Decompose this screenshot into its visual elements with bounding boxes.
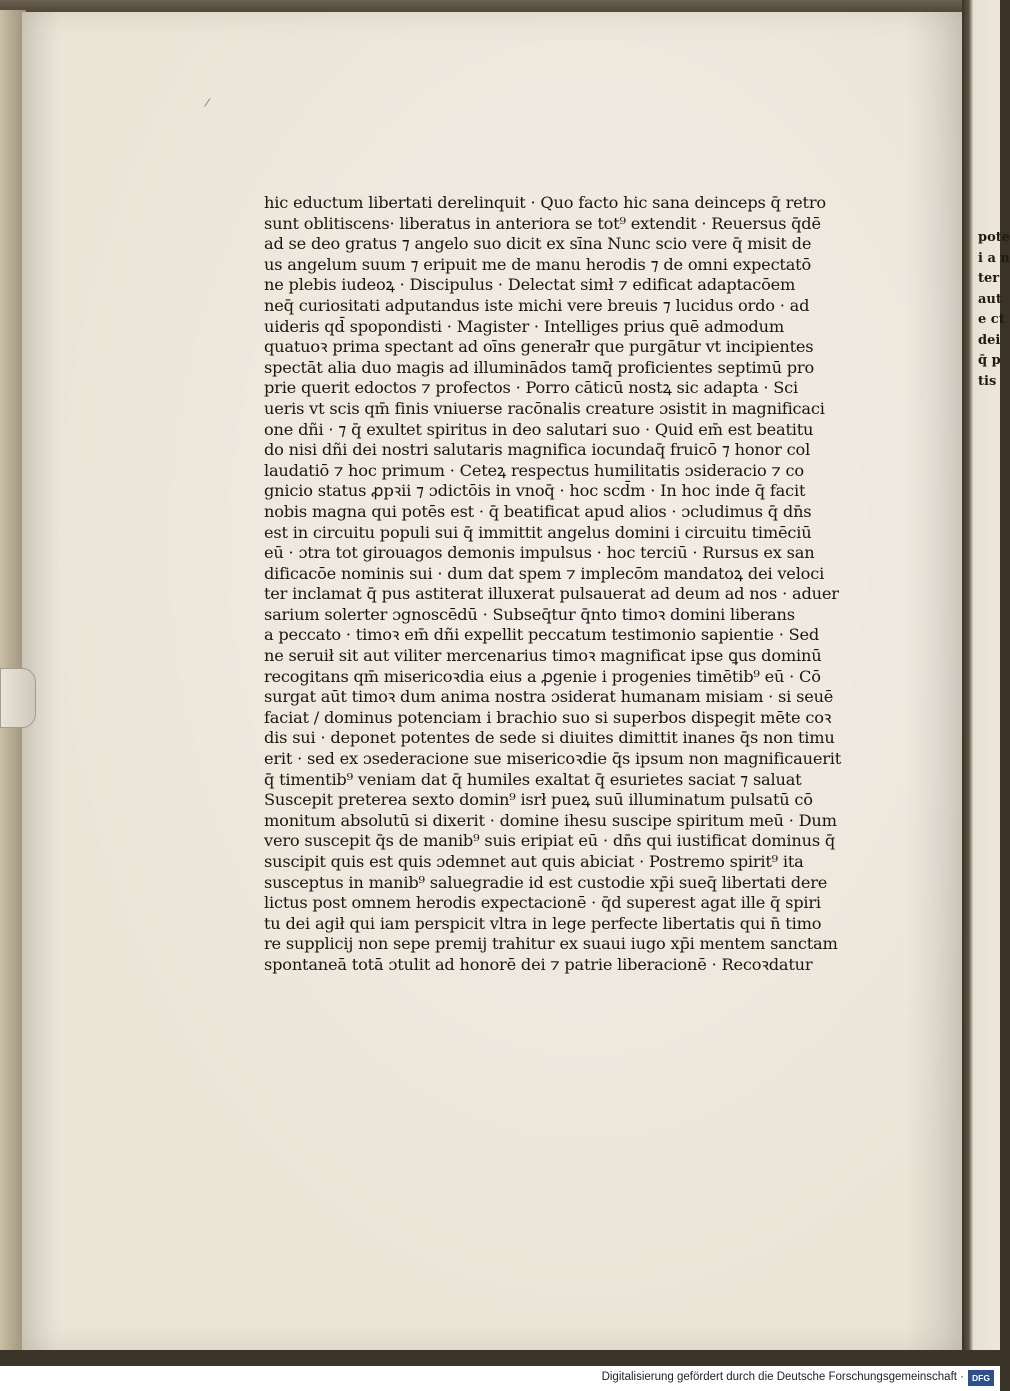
facing-page-text (978, 228, 1010, 392)
text-line: dis sui · deponet potentes de sede si diuites dimittit inanes q̄s non timu (264, 728, 835, 748)
text-line: erit · sed ex ɔsederacione sue misericoꝛdie q̄s ipsum non magnificauerit (264, 749, 842, 769)
text-line: gnicio status ꝓpꝛii ⁊ ɔdictōis in vnoq̄ · hoc scd̄m · In hoc inde q̄ facit (264, 481, 806, 501)
text-line: nobis magna qui potēs est · q̄ beatificat apud alios · ɔcludimus q̄ dn̄s (264, 501, 812, 521)
text-line: ad se deo gratus ⁊ angelo suo dicit ex sīna Nunc scio vere q̄ misit de (264, 234, 812, 254)
page-mark: / (203, 95, 211, 112)
text-line: est in circuitu populi sui q̄ immittit angelus domini i circuitu timēciū (264, 522, 812, 542)
text-line: ne plebis iudeoꝝ · Discipulus · Delectat simł ⁊ edificat adaptacōem (264, 275, 796, 295)
text-line: hic eductum libertati derelinquit · Quo facto hic sana deinceps q̄ retro (264, 193, 826, 212)
facing-page-edge (962, 0, 1010, 1350)
printed-text-block (264, 193, 848, 976)
text-line: ueris vt scis qm̄ finis vniuerse racōnalis creature ɔsistit in magnificaci (264, 398, 825, 418)
text-line: uideris qd̄ spopondisti · Magister · Intelliges prius quē admodum (264, 316, 784, 336)
text-line: us angelum suum ⁊ eripuit me de manu herodis ⁊ de omni expectatō (264, 254, 812, 274)
text-line: susceptus in manib⁹ saluegradie id est custodie xp̄i sueq̄ libertati dere (264, 872, 828, 892)
page-clip (0, 668, 36, 728)
text-line: a peccato · timoꝛ em̄ dñi expellit peccatum testimonio sapientie · Sed (264, 625, 820, 645)
text-line: quatuoꝛ prima spectant ad oīns generał̄r que purgātur vt incipientes (264, 337, 814, 357)
text-line: re supplicij non sepe premij trahitur ex suaui iugo xp̄i mentem sanctam (264, 934, 838, 954)
facing-text-fragment: e ct (978, 312, 1005, 327)
text-line: one dñi · ⁊ q̄ exultet spiritus in deo salutari suo · Quid em̄ est beatitu (264, 419, 814, 439)
digitization-footer (0, 1366, 1000, 1391)
footer-credit: Digitalisierung gefördert durch die Deutsche Forschungsgemeinschaft · (601, 1371, 964, 1383)
facing-text-fragment: q̄ p (978, 353, 1001, 368)
text-line: do nisi dñi dei nostri salutaris magnifica iocundaq̄ fruicō ⁊ honor col (264, 440, 811, 460)
facing-text-fragment: ter (978, 271, 1000, 286)
text-line: faciat / dominus potenciam i brachio suo si superbos dispegit mēte coꝛ (264, 707, 832, 727)
text-line: lictus post omnem herodis expectacionē · q̄d superest agat ille q̄ spiri (264, 893, 821, 913)
facing-text-fragment: dei (978, 332, 1001, 348)
text-line: suscipit quis est quis ɔdemnet aut quis abiciat · Postremo spirit⁹ ita (264, 852, 804, 871)
text-line: eū · ɔtra tot girouagos demonis impulsus · hoc terciū · Rursus ex san (264, 543, 815, 563)
text-line: surgat aūt timoꝛ dum anima nostra ɔsiderat humanam misiam · si seuē (264, 687, 834, 707)
text-line: spontaneā totā ɔtulit ad honorē dei ⁊ patrie liberacionē · Recoꝛdatur (264, 954, 813, 974)
text-line: laudatiō ⁊ hoc primum · Ceteꝝ respectus humilitatis ɔsideracio ⁊ co (264, 460, 804, 480)
text-line: neq̄ curiositati adputandus iste michi vere breuis ⁊ lucidus ordo · ad (264, 295, 810, 315)
text-line: prie querit edoctos ⁊ profectos · Porro cāticū nostꝝ sic adapta · Sci (264, 378, 798, 398)
text-line: tu dei agił qui iam perspicit vltra in lege perfecte libertatis qui n̄ timo (264, 913, 822, 933)
text-line: Suscepit preterea sexto domin⁹ isrł pueꝝ suū illuminatum pulsatū cō (264, 790, 813, 810)
facing-text-fragment: i a n (978, 250, 1010, 266)
text-line: sarium solerter ɔgnoscēdū · Subseq̄tur q̄nto timoꝛ domini liberans (264, 604, 795, 624)
text-line: monitum absolutū si dixerit · domine ihesu suscipe spiritum meū · Dum (264, 810, 837, 830)
text-line: dificacōe nominis sui · dum dat spem ⁊ implecōm mandatoꝝ dei veloci (264, 563, 825, 583)
facing-text-fragment: tis (978, 373, 997, 389)
text-line: sunt oblitiscens· liberatus in anteriora se tot⁹ extendit · Reuersus q̄dē (264, 213, 821, 233)
text-line: ne seruił sit aut viliter mercenarius timoꝛ magnificat ipse ꝗus dominū (264, 646, 822, 666)
text-line: ter inclamat q̄ pus astiterat illuxerat pulsauerat ad deum ad nos · aduer (264, 584, 839, 604)
text-line: vero suscepit q̄s de manib⁹ suis eripiat eū · dn̄s qui iustificat dominus q̄ (264, 831, 836, 851)
text-line: recogitans qm̄ misericoꝛdia eius a ꝓgenie i progenies timētib⁹ eū · Cō (264, 666, 821, 686)
dfg-logo: DFG (968, 1370, 994, 1386)
facing-text-fragment: aut (978, 291, 1002, 307)
text-line: q̄ timentib⁹ veniam dat q̄ humiles exaltat q̄ esurietes saciat ⁊ saluat (264, 769, 802, 789)
facing-text-fragment: pote (978, 230, 1010, 245)
text-line: spectāt alia duo magis ad illuminādos tamq̄ proficientes septimū pro (264, 357, 814, 377)
